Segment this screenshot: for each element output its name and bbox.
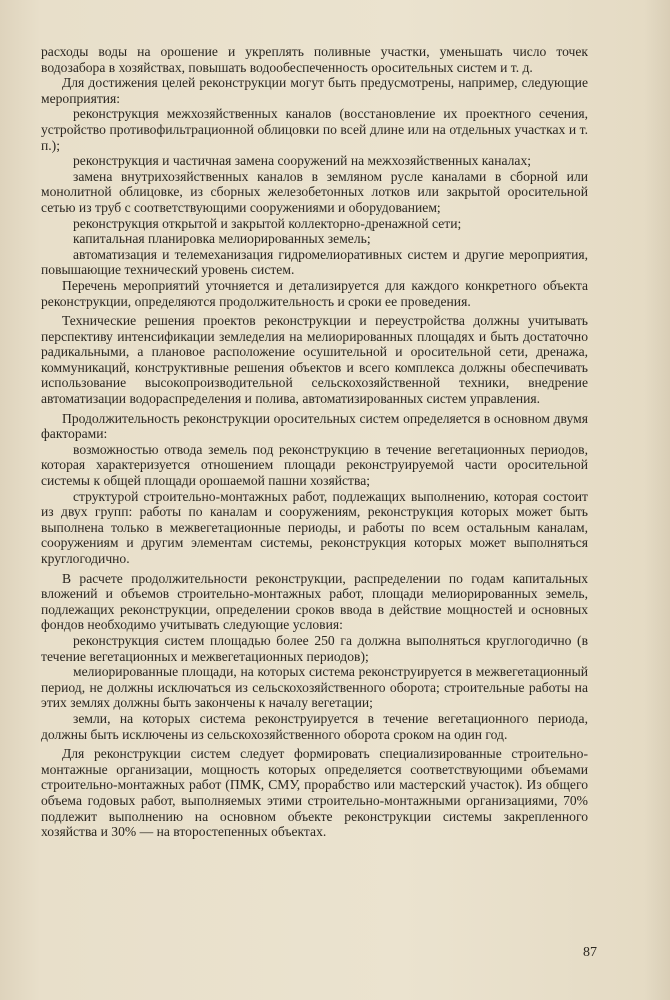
page-body-text [41, 44, 588, 840]
list-item: замена внутрихозяйственных каналов в земляном русле каналами в сборной или монолитной облицовке, из сборных железобетонных лотков или закрытой оросительной сетью из труб с соответствующими сооружениями и оборудованием; [41, 168, 588, 215]
list-item: возможностью отвода земель под реконструкцию в течение вегетационных периодов, которая характеризуется отношением площади реконструируемой части оросительной системы к общей площади орошаемой пашни хозяйства; [41, 441, 588, 489]
paragraph: Для достижения целей реконструкции могут быть предусмотрены, например, следующие мероприятия: [41, 75, 588, 106]
list-item: структурой строительно-монтажных работ, подлежащих выполнению, которая состоит из двух групп: работы по каналам и сооружениям, реконструкция которых может быть выполнена только в межвегетационные периоды, и работы по всем остальным каналам, сооружениям и другим элементам системы, реконструкция которых может выполняться круглогодично. [41, 488, 588, 566]
paragraph: Продолжительность реконструкции оросительных систем определяется в основном двумя факторами: [41, 410, 588, 442]
paragraph: Для реконструкции систем следует формировать специализированные строительно-монтажные организации, мощность которых определяется соответствующими объемами строительно-монтажных работ (ПМК, СМУ, прорабство или мастерский участок). Из общего объема годовых работ, выполняемых этими строительно-монтажными организациями, 70% подлежит выполнению на основном объекте реконструкции системы закрепленного хозяйства и 30% — на второстепенных объектах. [41, 746, 588, 840]
paragraph: Перечень мероприятий уточняется и детализируется для каждого конкретного объекта реконструкции, определяются продолжительность и сроки ее проведения. [41, 277, 588, 309]
page-number: 87 [583, 945, 597, 960]
paragraph: В расчете продолжительности реконструкции, распределении по годам капитальных вложений и объемов строительно-монтажных работ, площади мелиорированных земель, подлежащих реконструкции, определении сроков ввода в действие мощностей и основных фондов необходимо учитывать следующие условия: [41, 570, 588, 633]
list-item: реконструкция открытой и закрытой коллекторно-дренажной сети; [73, 215, 462, 231]
list-item: автоматизация и телемеханизация гидромелиоративных систем и другие мероприятия, повышающие технический уровень систем. [41, 246, 588, 278]
paragraph: Технические решения проектов реконструкции и переустройства должны учитывать перспективу интенсификации земледелия на мелиорированных площадях и быть достаточно радикальными, а плановое расположение осушительной и оросительной сети, дренажа, коммуникаций, конструктивные решения объектов и всего комплекса должны обеспечивать использование высокопроизводительной сельскохозяйственной техники, внедрение автоматизации водораспределения и полива, автоматизированных систем управления. [41, 313, 588, 407]
list-item: реконструкция и частичная замена сооружений на межхозяйственных каналах; [73, 153, 532, 169]
list-item: земли, на которых система реконструируется в течение вегетационного периода, должны быть исключены из сельскохозяйственного оборота сроком на один год. [41, 710, 588, 742]
list-item: реконструкция систем площадью более 250 га должна выполняться круглогодично (в течение вегетационных и межвегетационных периодов); [41, 632, 588, 664]
list-item: капитальная планировка мелиорированных земель; [73, 231, 371, 247]
paragraph: расходы воды на орошение и укреплять поливные участки, уменьшать число точек водозабора в хозяйствах, повышать водообеспеченность оросительных систем и т. д. [41, 44, 588, 75]
list-item: мелиорированные площади, на которых система реконструируется в межвегетационный период, не должны исключаться из сельскохозяйственного оборота; строительные работы на этих землях должны быть закончены к началу вегетации; [41, 664, 588, 711]
list-item: реконструкция межхозяйственных каналов (восстановление их проектного сечения, устройство противофильтрационной облицовки по всей длине или на отдельных участках и т. п.); [41, 106, 588, 153]
